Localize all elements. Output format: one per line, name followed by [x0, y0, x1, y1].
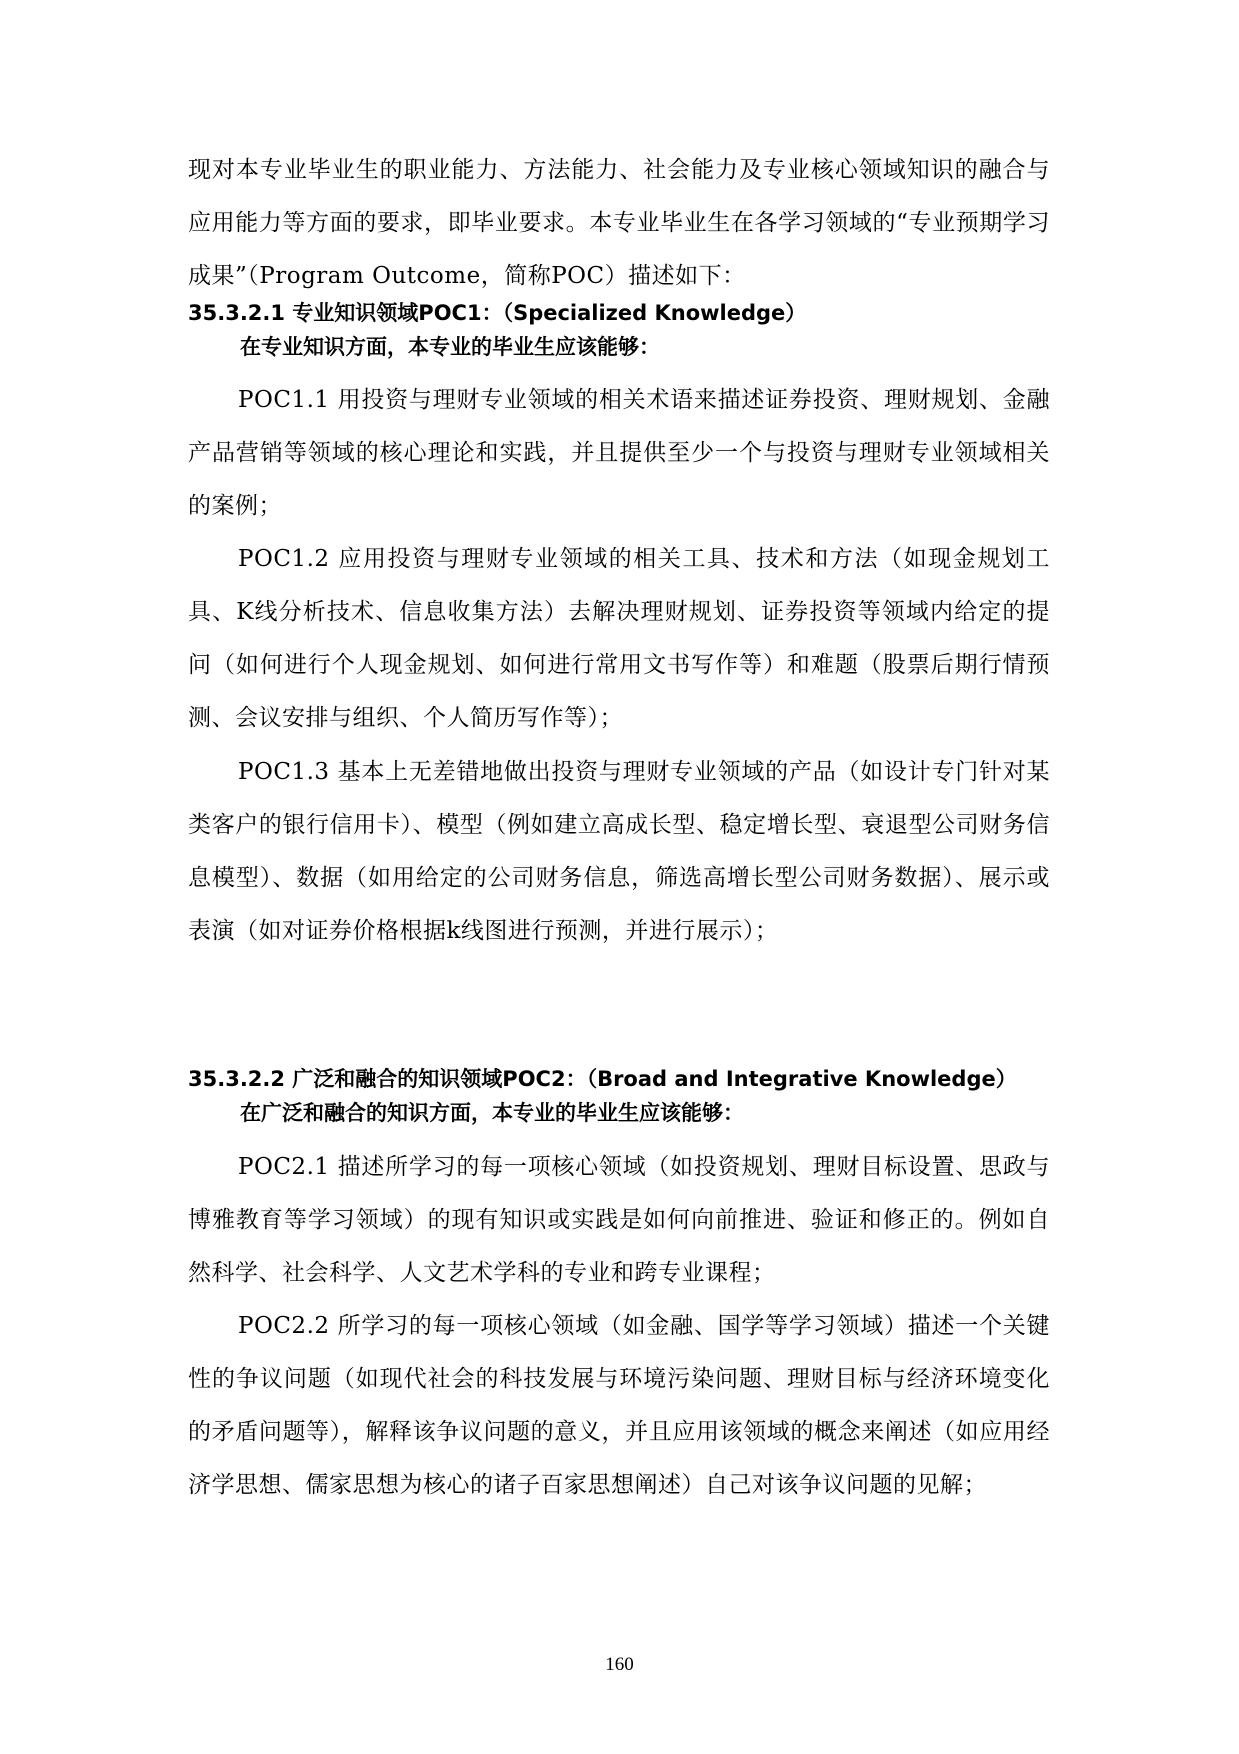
poc1-1-paragraph: POC1.1 用投资与理财专业领域的相关术语来描述证券投资、理财规划、金融产品营销等领域的核心理论和实践，并且提供至少一个与投资与理财专业领域相关的案例； [188, 387, 1050, 519]
intro-paragraph: 现对本专业毕业生的职业能力、方法能力、社会能力及专业核心领域知识的融合与应用能力等方面的要求，即毕业要求。本专业毕业生在各学习领域的“专业预期学习成果”（Program Outcome，简称POC）描述如下： [188, 157, 1050, 289]
poc1-2-paragraph: POC1.2 应用投资与理财专业领域的相关工具、技术和方法（如现金规划工具、K线分析技术、信息收集方法）去解决理财规划、证券投资等领域内给定的提问（如何进行个人现金规划、如何进行常用文书写作等）和难题（股票后期行情预测、会议安排与组织、个人简历写作等）； [188, 546, 1050, 731]
section-title-poc2: 35.3.2.2 广泛和融合的知识领域POC2：（Broad and Integrative Knowledge） [188, 1067, 1017, 1091]
page-number: 160 [605, 1654, 634, 1675]
poc1-3-paragraph: POC1.3 基本上无差错地做出投资与理财专业领域的产品（如设计专门针对某类客户的银行信用卡）、模型（例如建立高成长型、稳定增长型、衰退型公司财务信息模型）、数据（如用给定的公司财务信息，筛选高增长型公司财务数据）、展示或表演（如对证券价格根据k线图进行预测，并进行展示）； [188, 759, 1050, 944]
section-subtitle-poc1: 在专业知识方面，本专业的毕业生应该能够： [240, 335, 660, 359]
poc2-1-paragraph: POC2.1 描述所学习的每一项核心领域（如投资规划、理财目标设置、思政与博雅教育等学习领域）的现有知识或实践是如何向前推进、验证和修正的。例如自然科学、社会科学、人文艺术学科的专业和跨专业课程； [188, 1154, 1050, 1286]
poc2-2-paragraph: POC2.2 所学习的每一项核心领域（如金融、国学等学习领域）描述一个关键性的争议问题（如现代社会的科技发展与环境污染问题、理财目标与经济环境变化的矛盾问题等），解释该争议问题的意义，并且应用该领域的概念来阐述（如应用经济学思想、儒家思想为核心的诸子百家思想阐述）自己对该争议问题的见解； [188, 1313, 1050, 1498]
section-heading-poc1 [188, 296, 1088, 364]
section-heading-poc2 [188, 1062, 1088, 1130]
section-title-poc1: 35.3.2.1 专业知识领域POC1：（Specialized Knowledge） [188, 301, 807, 325]
section-subtitle-poc2: 在广泛和融合的知识方面，本专业的毕业生应该能够： [240, 1101, 744, 1125]
